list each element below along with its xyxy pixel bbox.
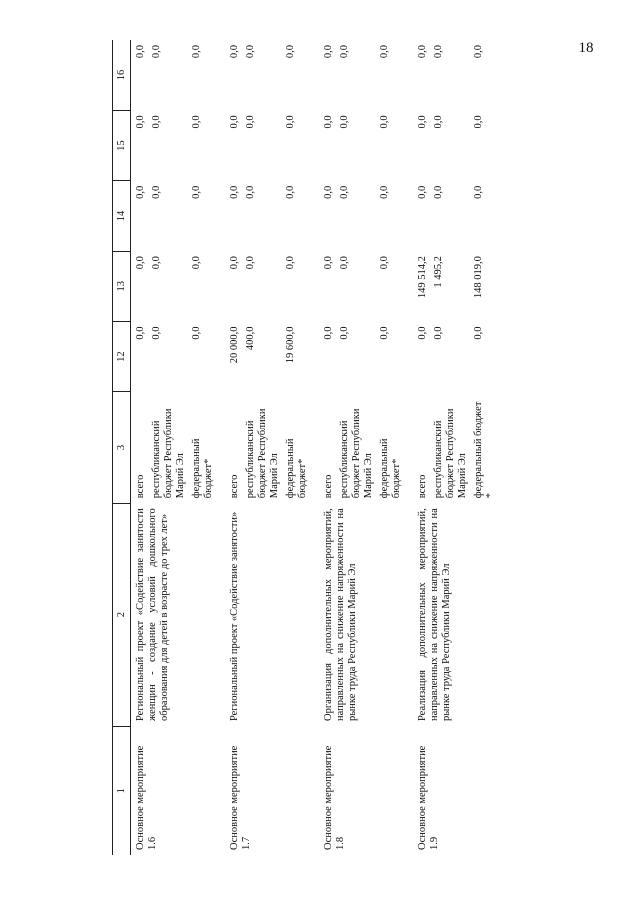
amount-cell: 0,0	[473, 326, 484, 340]
amount-cell: 0,0	[323, 45, 334, 59]
amount-cell: 0,0	[285, 256, 296, 270]
amount-cell: 0,0	[323, 185, 334, 199]
activity-name: Реализация дополнительных мероприятий, направленных на снижение напряженности на рынке труда Республики Марий Эл	[417, 508, 452, 722]
amount-cell: 0,0	[245, 185, 256, 199]
table-body	[131, 40, 498, 855]
amount-cell: 0,0	[379, 185, 390, 199]
amount-cell: 0,0	[379, 115, 390, 129]
amount-cell: 0,0	[285, 185, 296, 199]
column-header: 13	[113, 251, 131, 321]
amount-cell: 0,0	[151, 326, 162, 340]
amount-cell: 0,0	[285, 115, 296, 129]
activity-name: Организация дополнительных мероприятий, направленных на снижение напряженности на рынке труда Республики Марий Эл	[323, 508, 358, 722]
amount-cell: 0,0	[339, 326, 350, 340]
activity-id: Основное мероприятие 1.6	[135, 745, 158, 850]
funding-source: федеральный бюджет*	[191, 438, 214, 499]
funding-source: республиканский бюджет Республики Марий Эл	[339, 408, 374, 499]
amount-cell: 0,0	[285, 45, 296, 59]
activity-name: Региональный проект «Содействие занятости женщин - создание условий дошкольного образования для детей в возрасте до трех лет»	[135, 508, 170, 722]
funding-source: республиканский бюджет Республики Марий Эл	[151, 408, 186, 499]
funding-source: республиканский бюджет Республики Марий Эл	[245, 408, 280, 499]
amount-cell: 0,0	[229, 256, 240, 270]
table-row	[403, 40, 429, 855]
amount-cell: 19 600,0	[285, 326, 296, 364]
amount-cell: 0,0	[433, 185, 444, 199]
amount-cell: 400,0	[245, 326, 256, 351]
amount-cell: 0,0	[433, 45, 444, 59]
amount-cell: 0,0	[379, 326, 390, 340]
amount-cell: 0,0	[191, 185, 202, 199]
amount-cell: 0,0	[245, 256, 256, 270]
column-header: 3	[113, 392, 131, 503]
amount-cell: 0,0	[379, 45, 390, 59]
activity-name: Региональный проект «Содействие занятости»	[229, 511, 240, 722]
table-row	[215, 40, 241, 855]
amount-cell: 0,0	[135, 45, 146, 59]
amount-cell: 0,0	[229, 45, 240, 59]
activity-id: Основное мероприятие 1.9	[417, 745, 440, 850]
amount-cell: 0,0	[245, 45, 256, 59]
amount-cell: 149 514,2	[417, 256, 428, 299]
amount-cell: 0,0	[473, 45, 484, 59]
amount-cell: 0,0	[339, 45, 350, 59]
table-row	[309, 40, 335, 855]
funding-source: всего	[135, 474, 146, 499]
amount-cell: 0,0	[229, 115, 240, 129]
table-header-row	[113, 40, 131, 855]
amount-cell: 0,0	[135, 256, 146, 270]
funding-source: всего	[229, 474, 240, 499]
amount-cell: 0,0	[417, 115, 428, 129]
amount-cell: 0,0	[417, 326, 428, 340]
amount-cell: 0,0	[191, 45, 202, 59]
funding-source: всего	[323, 474, 334, 499]
amount-cell: 1 495,2	[433, 256, 444, 288]
budget-table	[112, 40, 497, 855]
table-row	[131, 40, 148, 855]
activity-id: Основное мероприятие 1.7	[229, 745, 252, 850]
amount-cell: 0,0	[339, 185, 350, 199]
amount-cell: 0,0	[151, 115, 162, 129]
amount-cell: 0,0	[323, 326, 334, 340]
page-number: 18	[578, 40, 594, 56]
column-header: 1	[113, 726, 131, 855]
amount-cell: 0,0	[433, 115, 444, 129]
amount-cell: 0,0	[229, 185, 240, 199]
funding-source: федеральный бюджет *	[473, 401, 496, 499]
funding-source: республиканский бюджет Республики Марий Эл	[433, 408, 468, 499]
funding-source: федеральный бюджет*	[285, 438, 308, 499]
amount-cell: 0,0	[245, 115, 256, 129]
amount-cell: 0,0	[191, 115, 202, 129]
amount-cell: 148 019,0	[473, 256, 484, 299]
amount-cell: 0,0	[339, 256, 350, 270]
amount-cell: 0,0	[191, 326, 202, 340]
column-header: 16	[113, 40, 131, 110]
column-header: 15	[113, 110, 131, 180]
column-header: 12	[113, 321, 131, 391]
amount-cell: 0,0	[339, 115, 350, 129]
amount-cell: 0,0	[417, 45, 428, 59]
amount-cell: 0,0	[151, 185, 162, 199]
amount-cell: 0,0	[135, 185, 146, 199]
amount-cell: 0,0	[473, 115, 484, 129]
amount-cell: 0,0	[135, 115, 146, 129]
amount-cell: 0,0	[323, 256, 334, 270]
amount-cell: 0,0	[323, 115, 334, 129]
amount-cell: 0,0	[135, 326, 146, 340]
amount-cell: 20 000,0	[229, 326, 240, 364]
amount-cell: 0,0	[191, 256, 202, 270]
column-header: 14	[113, 181, 131, 251]
amount-cell: 0,0	[379, 256, 390, 270]
rotated-table-container	[112, 40, 532, 855]
activity-id: Основное мероприятие 1.8	[323, 745, 346, 850]
amount-cell: 0,0	[151, 45, 162, 59]
funding-source: федеральный бюджет*	[379, 438, 402, 499]
funding-source: всего	[417, 474, 428, 499]
amount-cell: 0,0	[433, 326, 444, 340]
column-header: 2	[113, 503, 131, 726]
amount-cell: 0,0	[473, 185, 484, 199]
amount-cell: 0,0	[151, 256, 162, 270]
amount-cell: 0,0	[417, 185, 428, 199]
